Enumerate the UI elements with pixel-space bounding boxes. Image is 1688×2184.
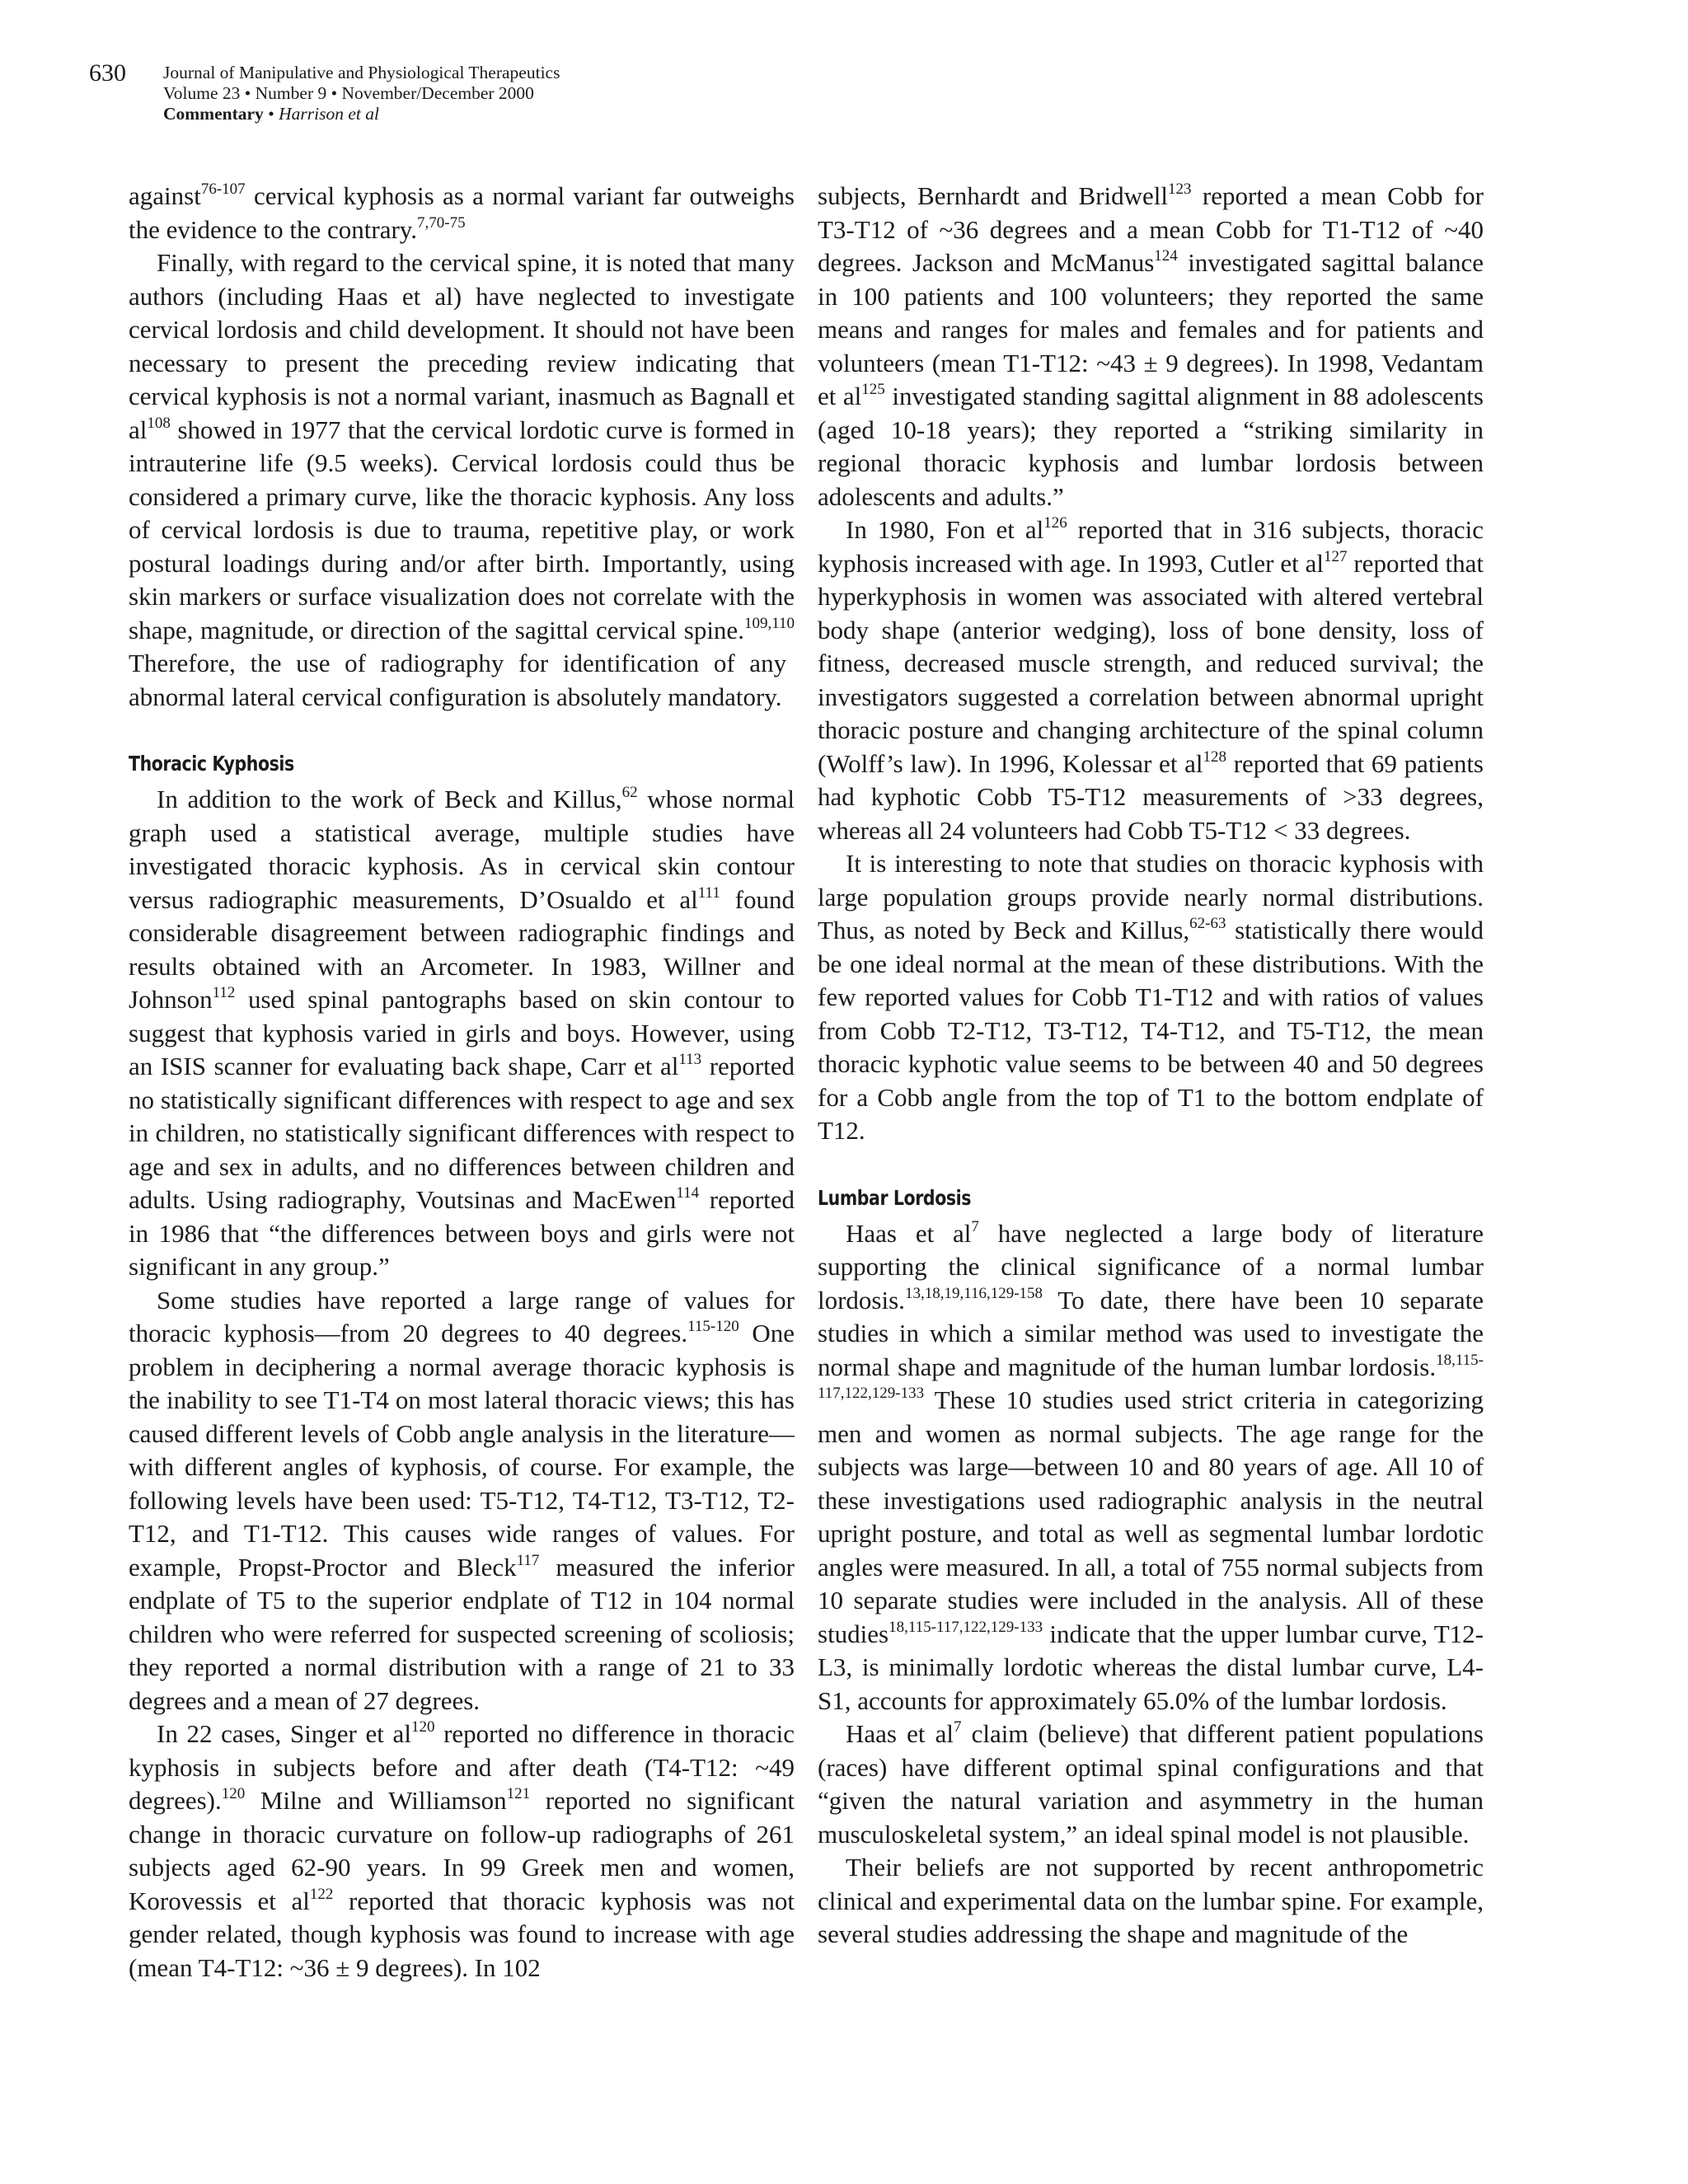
citation: 113 <box>678 1051 702 1068</box>
text: found considerable disagreement between radiographic findings and results obtained with an Arcometer. In 1983, Willner and Johnson <box>129 884 795 1014</box>
paragraph <box>129 1718 795 1985</box>
citation: 112 <box>212 984 236 1001</box>
article-kind: Commentary <box>163 104 264 124</box>
text: In 1980, Fon et al <box>846 515 1044 544</box>
citation: 115-120 <box>687 1318 739 1335</box>
paragraph <box>818 1851 1484 1952</box>
paragraph <box>129 783 795 1284</box>
text: investigated sagittal balance in 100 patients and 100 volunteers; they reported the same means and ranges for males and females and for patients and volunteers (mean T1-T12: ~43 ± 9 degrees). In 1998, Vedantam et al <box>818 248 1484 410</box>
citation: 114 <box>676 1184 700 1202</box>
citation: 111 <box>697 883 720 902</box>
text: One problem in deciphering a normal average thoracic kyphosis is the inability to see T1-T4 on most lateral thoracic views; this has caused different levels of Cobb angle analysis in the literature—with different angles of kyphosis, of course. For example, the following levels have been used: T5-T12, T4-T12, T3-T12, T2-T12, and T1-T12. This causes wide ranges of values. For example, Propst-Proctor and Bleck <box>129 1319 795 1582</box>
section-heading: Lumbar Lordosis <box>818 1185 972 1210</box>
text: statistically there would be one ideal normal at the mean of these distributions. With the few reported values for Cobb T1-T12 and with ratios of values from Cobb T2-T12, T3-T12, T4-T12, and T5-T12, the mean thoracic kyphotic value seems to be between 40 and 50 degrees for a Cobb angle from the top of T1 to the bottom endplate of T12. <box>818 916 1484 1145</box>
citation: 76-107 <box>200 180 246 198</box>
text: showed in 1977 that the cervical lordotic curve is formed in intrauterine life (9.5 weeks). Cervical lordosis could thus be considered a primary curve, like the thoracic kyphosis. Any loss of cervical lordosis is due to trauma, repetitive play, or work postural loadings during and/or after birth. Importantly, using skin markers or surface visualization does not correlate with the shape, magnitude, or direction of the sagittal cervical spine. <box>129 415 795 644</box>
paragraph <box>818 1718 1484 1851</box>
citation: 120 <box>410 1718 435 1736</box>
article-line <box>163 104 560 124</box>
right-column <box>818 180 1484 1952</box>
citation: 123 <box>1168 180 1192 198</box>
citation: 7 <box>954 1718 962 1736</box>
text: Haas et al <box>846 1719 954 1748</box>
text: cervical kyphosis as a normal variant far outweighs the evidence to the contrary. <box>129 181 795 244</box>
section-heading: Thoracic Kyphosis <box>129 752 294 776</box>
citation: 125 <box>861 381 885 398</box>
text: reported no difference in thoracic kyphosis in subjects before and after death (T4-T12: ~49 degrees). <box>129 1719 795 1815</box>
citation: 121 <box>506 1785 531 1802</box>
text: reported that thoracic kyphosis was not gender related, though kyphosis was found to increase with age (mean T4-T12: ~36 ± 9 degrees). In 102 <box>129 1886 795 1982</box>
citation: 62 <box>621 784 638 801</box>
text: To date, there have been 10 separate studies in which a similar method was used to investigate the normal shape and magnitude of the human lumbar lordosis. <box>818 1285 1484 1381</box>
text: In 22 cases, Singer et al <box>157 1719 411 1748</box>
text: used spinal pantographs based on skin contour to suggest that kyphosis varied in girls and boys. However, using an ISIS scanner for evaluating back shape, Carr et al <box>129 985 795 1080</box>
text: Finally, with regard to the cervical spine, it is noted that many authors (including Haas et al) have neglected to investigate cervical lordosis and child development. It should not have been necessary to present the preceding review indicating that cervical kyphosis is not a normal variant, inasmuch as Bagnall et al <box>129 248 795 444</box>
text: have neglected a large body of literature supporting the clinical significance of a normal lumbar lordosis. <box>818 1218 1484 1315</box>
text: It is interesting to note that studies on thoracic kyphosis with large population groups provide nearly normal distributions. Thus, as noted by Beck and Killus, <box>818 849 1484 944</box>
citation: 120 <box>221 1785 246 1802</box>
text: In addition to the work of Beck and Killus, <box>157 785 622 813</box>
paragraph <box>818 513 1484 847</box>
text: whose normal graph used a statistical average, multiple studies have investigated thoracic kyphosis. As in cervical skin contour versus radiographic measurements, D’Osualdo et al <box>129 785 795 914</box>
text: reported that in 316 subjects, thoracic kyphosis increased with age. In 1993, Cutler et al <box>818 515 1484 578</box>
citation: 13,18,19,116,129-158 <box>904 1284 1043 1302</box>
citation: 122 <box>309 1885 334 1903</box>
paragraph <box>818 1217 1484 1718</box>
text: Haas et al <box>846 1218 972 1248</box>
text: Their beliefs are not supported by recent anthropometric clinical and experimental data on the lumbar spine. For example, several studies addressing the shape and magnitude of the <box>818 1853 1484 1948</box>
text: reported no statistically significant differences with respect to age and sex in children, no statistically significant differences with respect to age and sex in adults, and no differences between children and adults. Using radiography, Voutsinas and MacEwen <box>129 1052 795 1214</box>
citation: 126 <box>1043 514 1067 532</box>
text: Milne and Williamson <box>245 1786 507 1815</box>
citation: 117 <box>516 1551 540 1569</box>
citation: 127 <box>1323 547 1348 565</box>
text: indicate that the upper lumbar curve, T12-L3, is minimally lordotic whereas the distal lumbar curve, L4-S1, accounts for approximately 65.0% of the lumbar lordosis. <box>818 1619 1484 1715</box>
volume-line: Volume 23 • Number 9 • November/December 2000 <box>163 83 534 103</box>
text: reported that 69 patients had kyphotic Cobb T5-T12 measurements of >33 degrees, whereas all 24 volunteers had Cobb T5-T12 < 33 degrees. <box>818 748 1484 845</box>
paragraph <box>818 180 1484 513</box>
citation: 18,115-117,122,129-133 <box>818 1351 1484 1402</box>
text: subjects, Bernhardt and Bridwell <box>818 181 1169 210</box>
left-column <box>129 180 795 1985</box>
citation: 128 <box>1203 748 1227 766</box>
running-head <box>163 63 560 124</box>
text: investigated standing sagittal alignment in 88 adolescents (aged 10-18 years); they reported a “striking similarity in regional thoracic kyphosis and lumbar lordosis between adolescents and adults.” <box>818 382 1484 511</box>
text: against <box>129 181 201 210</box>
text: measured the inferior endplate of T5 to the superior endplate of T12 in 104 normal children who were referred for suspected screening of scoliosis; they reported a normal distribution with a range of 21 to 33 degrees and a mean of 27 degrees. <box>129 1552 795 1715</box>
text: reported a mean Cobb for T3-T12 of ~36 degrees and a mean Cobb for T1-T12 of ~40 degrees. Jackson and McManus <box>818 181 1484 277</box>
paragraph <box>129 180 795 246</box>
text: Therefore, the use of radiography for identification of any abnormal lateral cervical configuration is absolutely mandatory. <box>129 649 787 711</box>
page-number: 630 <box>89 59 126 87</box>
paragraph <box>129 1284 795 1718</box>
text: reported that hyperkyphosis in women was associated with altered vertebral body shape (anterior wedging), loss of bone density, loss of fitness, decreased muscle strength, and reduced survival; the investigators suggested a correlation between abnormal upright thoracic posture and changing architecture of the spinal column (Wolff’s law). In 1996, Kolessar et al <box>818 548 1484 778</box>
authors: Harrison et al <box>279 104 379 124</box>
paragraph <box>129 246 795 714</box>
separator: • <box>263 104 279 124</box>
citation: 109,110 <box>743 614 795 632</box>
text: These 10 studies used strict criteria in categorizing men and women as normal subjects. The age range for the subjects was large—between 10 and 80 years of age. All 10 of these investigations used radiographic analysis in the neutral upright posture, and total as well as segmental lumbar lordotic angles were measured. In all, a total of 755 normal subjects from 10 separate studies were included in the analysis. All of these studies <box>818 1385 1484 1648</box>
text: claim (believe) that different patient populations (races) have different optimal spinal configurations and that “given the natural variation and asymmetry in the human musculoskeletal system,” an ideal spinal model is not plausible. <box>818 1719 1484 1849</box>
citation: 108 <box>147 414 171 432</box>
citation: 18,115-117,122,129-133 <box>889 1618 1043 1636</box>
journal-title: Journal of Manipulative and Physiological Therapeutics <box>163 63 560 82</box>
citation: 7,70-75 <box>417 213 466 232</box>
text: Some studies have reported a large range of values for thoracic kyphosis—from 20 degrees to 40 degrees. <box>129 1285 795 1347</box>
text: reported in 1986 that “the differences between boys and girls were not significant in any group.” <box>129 1185 795 1281</box>
citation: 7 <box>971 1217 979 1235</box>
paragraph <box>818 847 1484 1148</box>
citation: 62-63 <box>1189 915 1226 932</box>
text: reported no significant change in thoracic curvature on follow-up radiographs of 261 subjects aged 62-90 years. In 99 Greek men and women, Korovessis et al <box>129 1786 795 1915</box>
citation: 124 <box>1154 247 1178 265</box>
